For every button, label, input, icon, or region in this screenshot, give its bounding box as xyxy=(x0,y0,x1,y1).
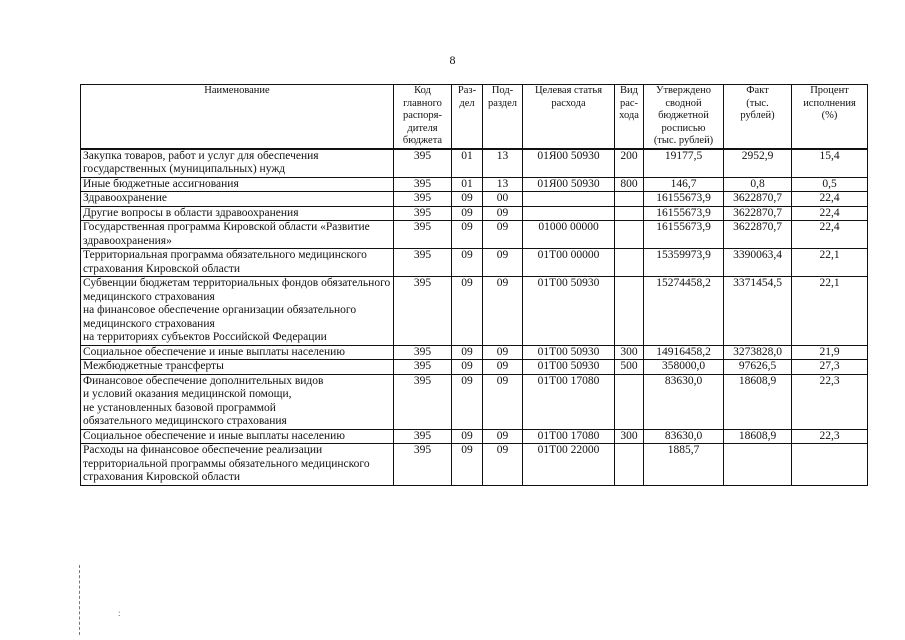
cell-manager-code: 395 xyxy=(394,360,452,375)
cell-target-article xyxy=(523,206,615,221)
cell-actual: 3390063,4 xyxy=(724,249,792,277)
cell-actual: 3273828,0 xyxy=(724,345,792,360)
cell-manager-code: 395 xyxy=(394,444,452,486)
cell-approved: 16155673,9 xyxy=(644,206,724,221)
cell-section: 09 xyxy=(452,429,483,444)
cell-subsection: 13 xyxy=(483,177,523,192)
header-expense-type: Вид рас- хода xyxy=(615,85,644,149)
cell-approved: 16155673,9 xyxy=(644,192,724,207)
cell-target-article: 01Я00 50930 xyxy=(523,177,615,192)
table-row xyxy=(81,249,868,277)
cell-target-article: 01000 00000 xyxy=(523,221,615,249)
cell-actual: 97626,5 xyxy=(724,360,792,375)
cell-section: 09 xyxy=(452,192,483,207)
cell-subsection: 09 xyxy=(483,345,523,360)
cell-target-article xyxy=(523,192,615,207)
cell-manager-code: 395 xyxy=(394,192,452,207)
cell-name: Государственная программа Кировской области «Развитие здравоохранения» xyxy=(81,221,394,249)
cell-target-article: 01Т00 50930 xyxy=(523,360,615,375)
cell-section: 09 xyxy=(452,374,483,429)
header-section: Раз- дел xyxy=(452,85,483,149)
cell-percent: 22,1 xyxy=(792,277,868,346)
cell-subsection: 09 xyxy=(483,360,523,375)
cell-subsection: 09 xyxy=(483,429,523,444)
cell-percent: 22,1 xyxy=(792,249,868,277)
cell-approved: 19177,5 xyxy=(644,149,724,178)
cell-expense-type: 200 xyxy=(615,149,644,178)
cell-approved: 1885,7 xyxy=(644,444,724,486)
cell-subsection: 09 xyxy=(483,374,523,429)
cell-subsection: 09 xyxy=(483,444,523,486)
cell-target-article: 01Я00 50930 xyxy=(523,149,615,178)
cell-expense-type: 300 xyxy=(615,429,644,444)
cell-expense-type xyxy=(615,206,644,221)
cell-name: Расходы на финансовое обеспечение реализации территориальной программы обязательного медицинского страхования Кировской области xyxy=(81,444,394,486)
cell-manager-code: 395 xyxy=(394,345,452,360)
cell-percent: 22,4 xyxy=(792,221,868,249)
header-manager-code: Код главного распоря- дителя бюджета xyxy=(394,85,452,149)
cell-section: 09 xyxy=(452,249,483,277)
table-row xyxy=(81,345,868,360)
cell-approved: 15359973,9 xyxy=(644,249,724,277)
cell-expense-type: 800 xyxy=(615,177,644,192)
cell-actual: 0,8 xyxy=(724,177,792,192)
cell-actual: 3622870,7 xyxy=(724,221,792,249)
cell-expense-type xyxy=(615,374,644,429)
cell-approved: 14916458,2 xyxy=(644,345,724,360)
cell-name: Территориальная программа обязательного медицинского страхования Кировской области xyxy=(81,249,394,277)
cell-manager-code: 395 xyxy=(394,206,452,221)
cell-approved: 83630,0 xyxy=(644,429,724,444)
cell-expense-type xyxy=(615,221,644,249)
cell-expense-type: 500 xyxy=(615,360,644,375)
cell-approved: 146,7 xyxy=(644,177,724,192)
cell-name: Другие вопросы в области здравоохранения xyxy=(81,206,394,221)
cell-manager-code: 395 xyxy=(394,221,452,249)
cell-target-article: 01Т00 00000 xyxy=(523,249,615,277)
cell-percent: 15,4 xyxy=(792,149,868,178)
table-row xyxy=(81,221,868,249)
cell-name: Иные бюджетные ассигнования xyxy=(81,177,394,192)
cell-approved: 358000,0 xyxy=(644,360,724,375)
header-approved: Утверждено сводной бюджетной росписью (тыс. рублей) xyxy=(644,85,724,149)
table-row xyxy=(81,192,868,207)
table-row xyxy=(81,177,868,192)
cell-target-article: 01Т00 17080 xyxy=(523,429,615,444)
table-row xyxy=(81,429,868,444)
cell-target-article: 01Т00 17080 xyxy=(523,374,615,429)
cell-section: 09 xyxy=(452,444,483,486)
cell-name: Здравоохранение xyxy=(81,192,394,207)
cell-subsection: 09 xyxy=(483,221,523,249)
cell-name: Закупка товаров, работ и услуг для обеспечения государственных (муниципальных) нужд xyxy=(81,149,394,178)
cell-percent: 22,3 xyxy=(792,374,868,429)
cell-name: Финансовое обеспечение дополнительных видов и условий оказания медицинской помощи, не установленных базовой программой обязательного медицинского страхования xyxy=(81,374,394,429)
table-row xyxy=(81,206,868,221)
cell-expense-type: 300 xyxy=(615,345,644,360)
cell-expense-type xyxy=(615,249,644,277)
cell-name: Межбюджетные трансферты xyxy=(81,360,394,375)
cell-percent: 0,5 xyxy=(792,177,868,192)
header-name: Наименование xyxy=(81,85,394,149)
table-row xyxy=(81,360,868,375)
cell-percent xyxy=(792,444,868,486)
table-row xyxy=(81,374,868,429)
cell-section: 09 xyxy=(452,221,483,249)
cell-section: 09 xyxy=(452,277,483,346)
cell-percent: 27,3 xyxy=(792,360,868,375)
cell-actual xyxy=(724,444,792,486)
margin-line xyxy=(79,565,81,635)
cell-percent: 21,9 xyxy=(792,345,868,360)
cell-expense-type xyxy=(615,277,644,346)
cell-expense-type xyxy=(615,444,644,486)
cell-name: Социальное обеспечение и иные выплаты населению xyxy=(81,429,394,444)
cell-actual: 2952,9 xyxy=(724,149,792,178)
cell-section: 09 xyxy=(452,206,483,221)
cell-expense-type xyxy=(615,192,644,207)
table-header-row xyxy=(81,85,868,149)
cell-subsection: 00 xyxy=(483,192,523,207)
cell-actual: 18608,9 xyxy=(724,374,792,429)
table-row xyxy=(81,277,868,346)
margin-mark: : xyxy=(118,608,121,618)
cell-approved: 16155673,9 xyxy=(644,221,724,249)
cell-target-article: 01Т00 50930 xyxy=(523,277,615,346)
cell-manager-code: 395 xyxy=(394,277,452,346)
cell-percent: 22,4 xyxy=(792,206,868,221)
cell-section: 09 xyxy=(452,360,483,375)
cell-section: 01 xyxy=(452,149,483,178)
cell-target-article: 01Т00 22000 xyxy=(523,444,615,486)
cell-name: Субвенции бюджетам территориальных фондов обязательного медицинского страхования на финансовое обеспечение организации обязательного медицинского страхования на территориях субъектов Российской Федерации xyxy=(81,277,394,346)
cell-subsection: 09 xyxy=(483,277,523,346)
cell-subsection: 09 xyxy=(483,249,523,277)
header-percent: Процент исполнения (%) xyxy=(792,85,868,149)
cell-actual: 3622870,7 xyxy=(724,192,792,207)
budget-execution-table xyxy=(80,84,868,486)
cell-percent: 22,4 xyxy=(792,192,868,207)
cell-section: 01 xyxy=(452,177,483,192)
header-subsection: Под- раздел xyxy=(483,85,523,149)
cell-subsection: 13 xyxy=(483,149,523,178)
cell-manager-code: 395 xyxy=(394,149,452,178)
table-row xyxy=(81,444,868,486)
cell-manager-code: 395 xyxy=(394,177,452,192)
cell-manager-code: 395 xyxy=(394,249,452,277)
header-target-article: Целевая статья расхода xyxy=(523,85,615,149)
cell-approved: 15274458,2 xyxy=(644,277,724,346)
cell-manager-code: 395 xyxy=(394,374,452,429)
cell-manager-code: 395 xyxy=(394,429,452,444)
header-actual: Факт (тыс. рублей) xyxy=(724,85,792,149)
cell-percent: 22,3 xyxy=(792,429,868,444)
page-number: 8 xyxy=(449,53,456,67)
cell-actual: 3371454,5 xyxy=(724,277,792,346)
cell-actual: 18608,9 xyxy=(724,429,792,444)
cell-actual: 3622870,7 xyxy=(724,206,792,221)
cell-target-article: 01Т00 50930 xyxy=(523,345,615,360)
table-row xyxy=(81,149,868,178)
cell-section: 09 xyxy=(452,345,483,360)
cell-approved: 83630,0 xyxy=(644,374,724,429)
cell-name: Социальное обеспечение и иные выплаты населению xyxy=(81,345,394,360)
cell-subsection: 09 xyxy=(483,206,523,221)
